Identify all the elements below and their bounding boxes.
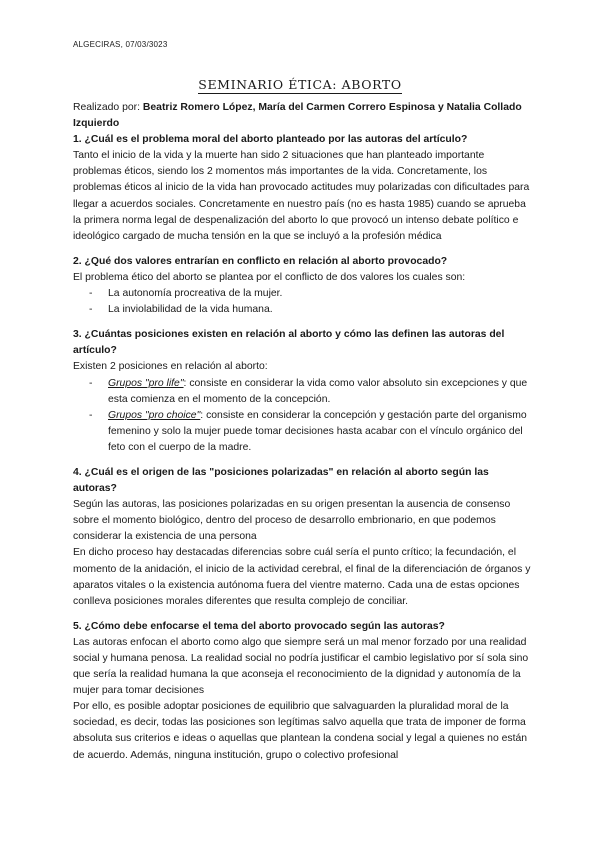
question-2: 2. ¿Qué dos valores entrarían en conflicto en relación al aborto provocado? — [73, 255, 448, 267]
position-name: Grupos "pro life" — [108, 377, 184, 389]
answer-5-paragraph-2: Por ello, es posible adoptar posiciones de equilibrio que salvaguarden la pluralidad moral de la sociedad, es decir, todas las posiciones son legítimas salvo aquella que trata de imponer de forma absoluta sus criterios e ideas o aquellas que plantean la condena social y legal a quienes no están de acuerdo. Además, ninguna institución, grupo o colectivo profesional — [73, 701, 528, 761]
list-item-text: La autonomía procreativa de la mujer. — [108, 288, 283, 300]
position-sep: : — [200, 409, 207, 421]
list-item: - La autonomía procreativa de la mujer. — [89, 288, 283, 300]
position-text: consiste en considerar la concepción y gestación parte del organismo femenino y solo la mujer puede tomar decisiones hasta acabar con el vínculo orgánico del feto con el cuerpo de la madre. — [108, 409, 527, 453]
question-3: 3. ¿Cuántas posiciones existen en relación al aborto y cómo las definen las autoras del artículo? — [73, 329, 505, 357]
answer-4-paragraph-2: En dicho proceso hay destacadas diferencias sobre cuál sería el punto crítico; la fecundación, el momento de la anidación, el inicio de la actividad cerebral, el final de la diferenciación de órganos y aparatos vitales o la existencia autónoma fuera del vientre materno. Cada una de estas opciones conlleva posiciones morales diferentes que resulta complejo de conciliar. — [73, 547, 531, 607]
answer-1-paragraph: Tanto el inicio de la vida y la muerte han sido 2 situaciones que han planteado importante problemas éticos, siendo los 2 momentos más importantes de la vida. Concretamente, los problemas éticos al inicio de la vida han provocado actitudes muy polarizadas con dificultades para llegar a acuerdos sociales. Concretamente en nuestro país (no es hasta 1985) cuando se aprueba la primera norma legal de despenalización del aborto lo que provocó un intenso debate político e ideológico cargado de mucha tensión en la que se incluyó a la profesión médica — [73, 150, 530, 242]
authors-line — [73, 100, 535, 132]
answer-3-intro: Existen 2 posiciones en relación al aborto: — [73, 361, 268, 373]
position-text: consiste en considerar la vida como valor absoluto sin excepciones y que esta comienza en el momento de la concepción. — [108, 377, 528, 405]
answer-5-paragraph-1: Las autoras enfocan el aborto como algo que siempre será un mal menor forzado por una realidad social y humana penosa. La realidad social no podría justificar el cambio legislativo por sí sola sino que sería la realidad humana la que aconseja el reconocimiento de la dignidad y autonomía de la mujer para tomar decisiones — [73, 636, 529, 697]
header-place-date: ALGECIRAS, 07/03/3023 — [73, 40, 168, 49]
question-5: 5. ¿Cómo debe enfocarse el tema del aborto provocado según las autoras? — [73, 620, 445, 632]
positions-list — [73, 376, 535, 456]
position-name: Grupos "pro choice" — [108, 409, 201, 421]
list-item: - Grupos "pro choice": consiste en considerar la concepción y gestación parte del organismo femenino y solo la mujer puede tomar decisiones hasta acabar con el vínculo orgánico del feto con el cuerpo de la madre. — [89, 409, 527, 453]
document-title — [0, 77, 600, 92]
position-sep: : — [183, 377, 190, 389]
values-list — [73, 286, 535, 318]
list-item: - La inviolabilidad de la vida humana. — [89, 304, 273, 316]
list-item-text: La inviolabilidad de la vida humana. — [108, 304, 273, 316]
question-4: 4. ¿Cuál es el origen de las "posiciones polarizadas" en relación al aborto según las autoras? — [73, 466, 489, 495]
document-body — [73, 100, 535, 764]
question-1: 1. ¿Cuál es el problema moral del aborto planteado por las autoras del artículo? — [73, 134, 468, 146]
answer-4-paragraph-1: Según las autoras, las posiciones polarizadas en su origen presentan la ausencia de consenso sobre el momento biológico, dentro del proceso de desarrollo embrionario, en que podemos considerar la existencia de una persona — [73, 499, 511, 543]
authors-names: Beatriz Romero López, María del Carmen Correro Espinosa y Natalia Collado Izquierdo — [73, 102, 522, 130]
answer-2-intro: El problema ético del aborto se plantea por el conflicto de dos valores los cuales son: — [73, 271, 466, 283]
document-title-text: SEMINARIO ÉTICA: ABORTO — [198, 77, 402, 92]
authors-label: Realizado por: — [73, 102, 143, 113]
list-item: - Grupos "pro life": consiste en considerar la vida como valor absoluto sin excepciones y que esta comienza en el momento de la concepción. — [89, 377, 528, 405]
